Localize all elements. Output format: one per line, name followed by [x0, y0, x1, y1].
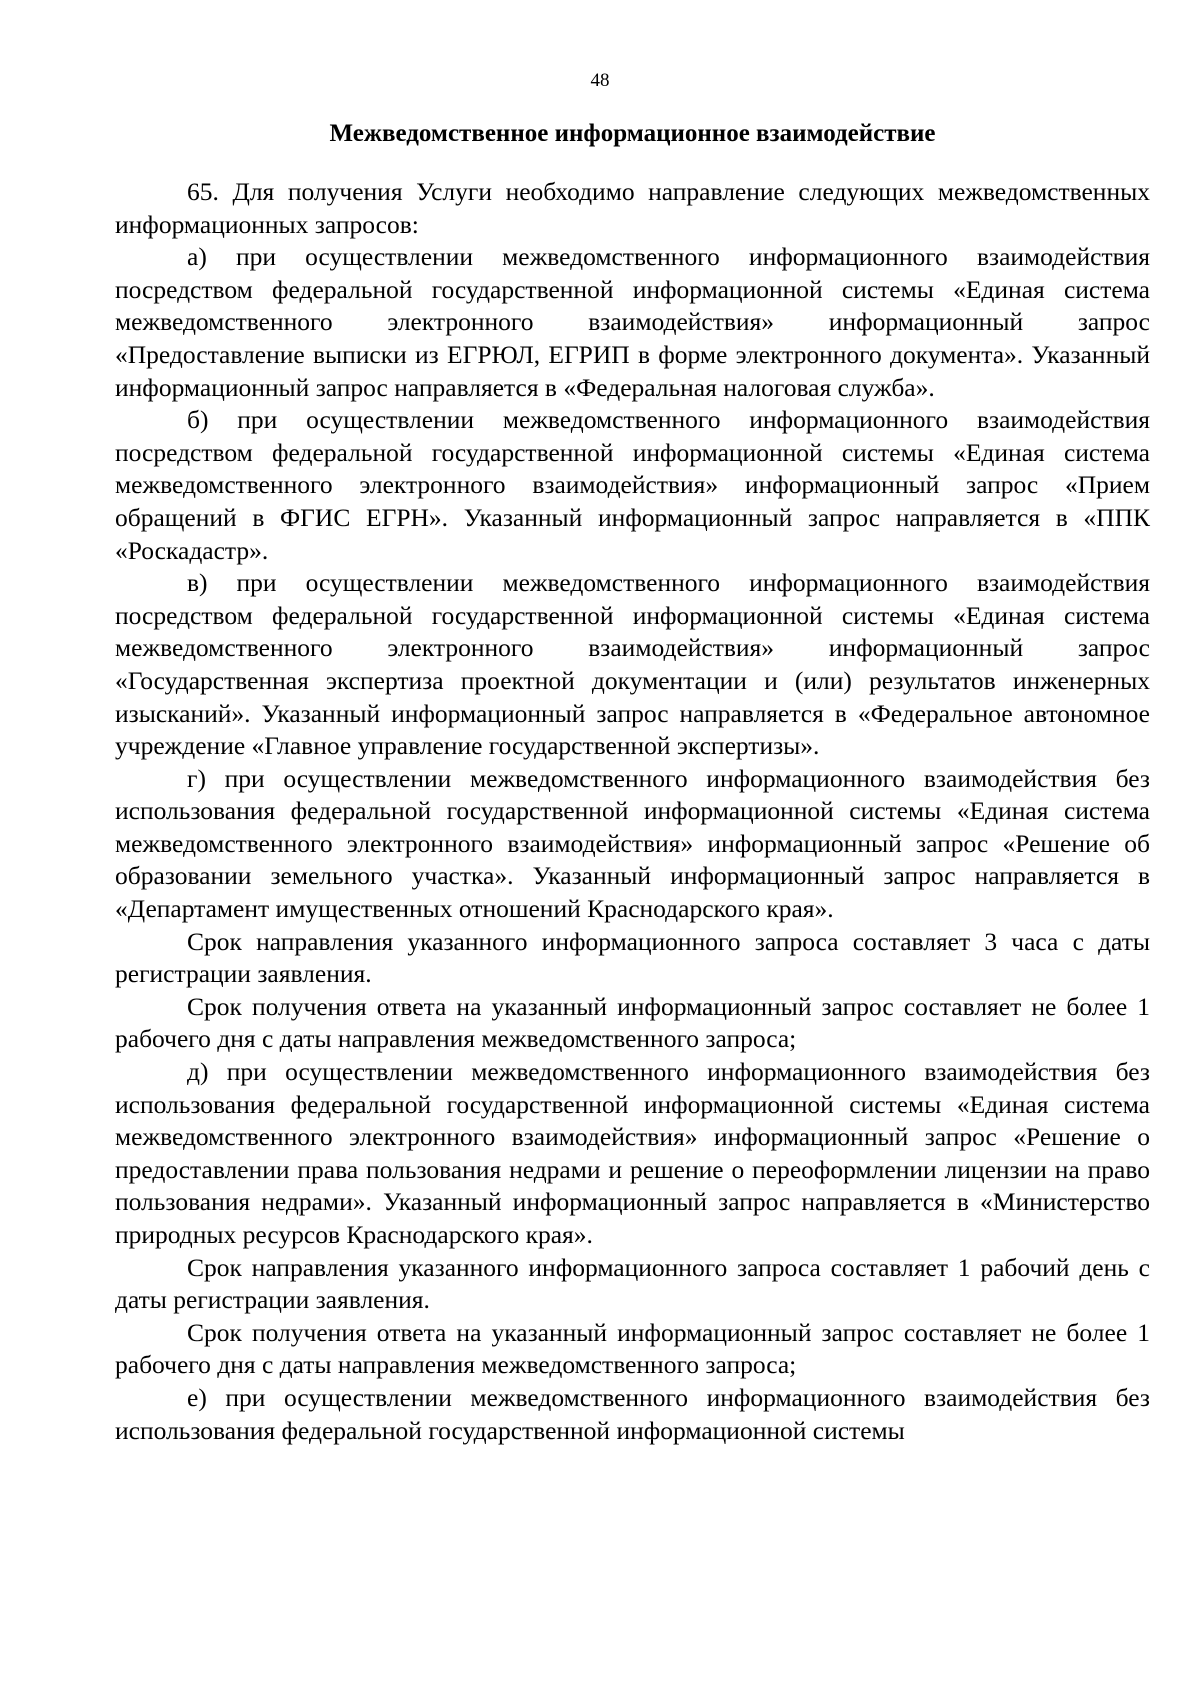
paragraph-item-a: а) при осуществлении межведомственного информационного взаимодействия посредством федеральной государственной информационной системы «Единая система межведомственного электронного взаимодействия» информационный запрос «Предоставление выписки из ЕГРЮЛ, ЕГРИП в форме электронного документа». Указанный информационный запрос направляется в «Федеральная налоговая служба». [115, 242, 1150, 402]
paragraph-deadline-response-d: Срок получения ответа на указанный информационный запрос составляет не более 1 рабочего дня с даты направления межведомственного запроса; [115, 1317, 1150, 1380]
paragraph-item-e: е) при осуществлении межведомственного информационного взаимодействия без использования федеральной государственной информационной системы [115, 1382, 1150, 1445]
paragraph-65-intro: 65. Для получения Услуги необходимо направление следующих межведомственных информационных запросов: [115, 177, 1150, 239]
section-heading: Межведомственное информационное взаимодействие [329, 120, 936, 147]
paragraph-deadline-response-g: Срок получения ответа на указанный информационный запрос составляет не более 1 рабочего дня с даты направления межведомственного запроса; [115, 991, 1150, 1054]
paragraph-item-b: б) при осуществлении межведомственного информационного взаимодействия посредством федеральной государственной информационной системы «Единая система межведомственного электронного взаимодействия» информационный запрос «Прием обращений в ФГИС ЕГРН». Указанный информационный запрос направляется в «ППК «Роскадастр». [115, 405, 1150, 565]
paragraph-item-v: в) при осуществлении межведомственного информационного взаимодействия посредством федеральной государственной информационной системы «Единая система межведомственного электронного взаимодействия» информационный запрос «Государственная экспертиза проектной документации и (или) результатов инженерных изысканий». Указанный информационный запрос направляется в «Федеральное автономное учреждение «Главное управление государственной экспертизы». [115, 568, 1150, 761]
paragraph-deadline-send-d: Срок направления указанного информационного запроса составляет 1 рабочий день с даты регистрации заявления. [115, 1252, 1150, 1315]
page-number: 48 [590, 70, 610, 91]
paragraph-item-d: д) при осуществлении межведомственного информационного взаимодействия без использования федеральной государственной информационной системы «Единая система межведомственного электронного взаимодействия» информационный запрос «Решение о предоставлении права пользования недрами и решение о переоформлении лицензии на право пользования недрами». Указанный информационный запрос направляется в «Министерство природных ресурсов Краснодарского края». [115, 1057, 1150, 1249]
document-body [115, 176, 1150, 1447]
paragraph-item-g: г) при осуществлении межведомственного информационного взаимодействия без использования федеральной государственной информационной системы «Единая система межведомственного электронного взаимодействия» информационный запрос «Решение об образовании земельного участка». Указанный информационный запрос направляется в «Департамент имущественных отношений Краснодарского края». [115, 763, 1150, 924]
paragraph-deadline-send-g: Срок направления указанного информационного запроса составляет 3 часа с даты регистрации заявления. [115, 926, 1150, 989]
